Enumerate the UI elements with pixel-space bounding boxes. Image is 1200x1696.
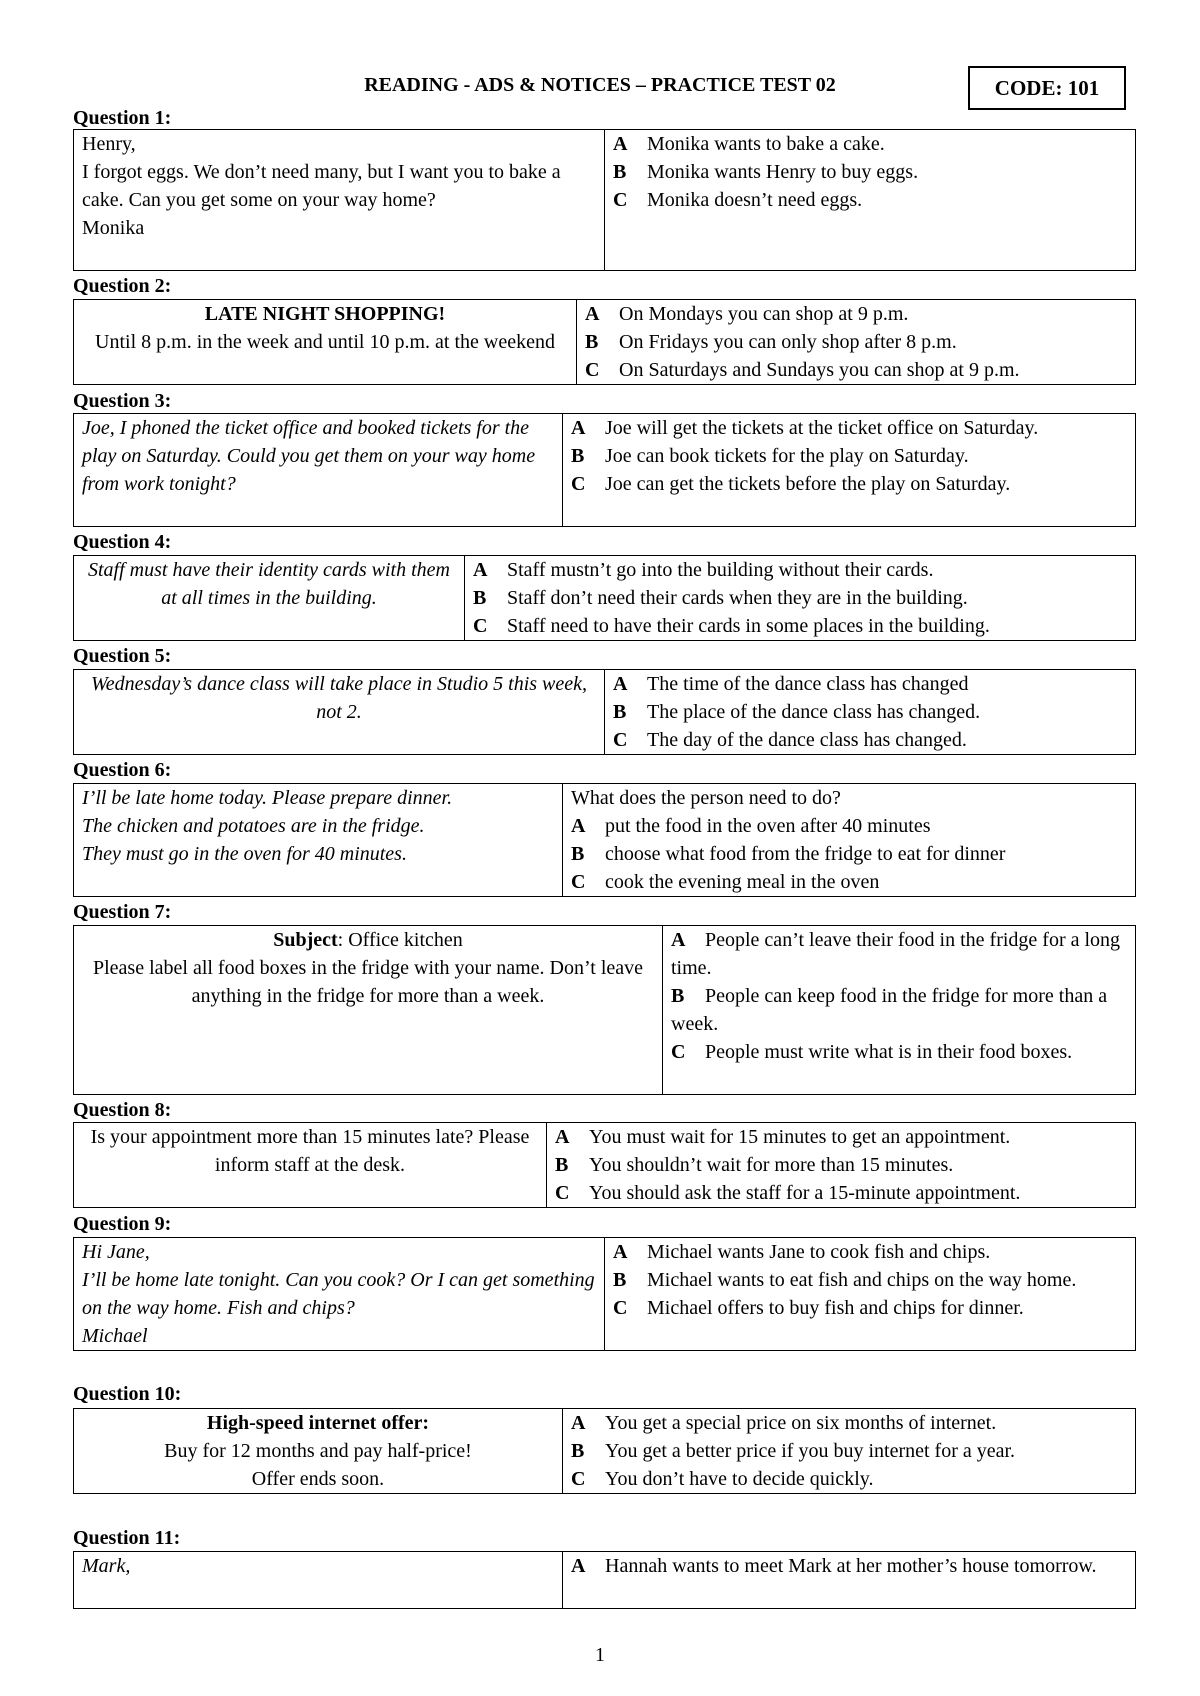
question-1-stimulus [74,130,605,271]
subject-line: Subject: Office kitchen [273,929,463,951]
question-6-label: Question 6: [73,759,172,781]
question-4-options [465,556,1136,641]
stimulus-line: Hi Jane, [82,1241,150,1263]
stimulus-line: I forgot eggs. We don’t need many, but I want you to bake a cake. Can you get some on your way home? [82,161,561,211]
question-8-label: Question 8: [73,1099,172,1121]
question-11-stimulus: Mark, [74,1552,563,1609]
stimulus-line: I’ll be late home today. Please prepare dinner. [82,787,453,809]
question-6-table [73,783,1136,897]
question-1-label: Question 1: [73,107,172,129]
stimulus-line: Monika [82,217,145,239]
option-c[interactable]: C On Saturdays and Sundays you can shop at 9 p.m. [585,359,1020,381]
option-a[interactable]: A Staff mustn’t go into the building without their cards. [473,559,934,581]
option-a[interactable]: A Michael wants Jane to cook fish and chips. [613,1241,991,1263]
option-a[interactable]: A You must wait for 15 minutes to get an appointment. [555,1126,1011,1148]
option-c[interactable]: C You should ask the staff for a 15-minute appointment. [555,1182,1021,1204]
question-1-table [73,129,1136,271]
notice-body: Please label all food boxes in the fridge with your name. Don’t leave anything in the fridge for more than a week. [92,957,644,1007]
question-2-table [73,299,1136,385]
question-5-options [605,670,1136,755]
stimulus-line: Michael [82,1325,148,1347]
question-2-options [577,300,1136,385]
question-9-stimulus [74,1238,605,1351]
question-5-stimulus: Wednesday’s dance class will take place in Studio 5 this week, not 2. [74,670,605,755]
stimulus-line: Henry, [82,133,136,155]
notice-heading: LATE NIGHT SHOPPING! [204,303,446,325]
offer-line: Buy for 12 months and pay half-price! [164,1440,472,1462]
option-a[interactable]: A On Mondays you can shop at 9 p.m. [585,303,909,325]
option-c[interactable]: C Monika doesn’t need eggs. [613,189,863,211]
question-1-options [605,130,1136,271]
notice-body: Until 8 p.m. in the week and until 10 p.m. at the weekend [95,331,555,353]
option-b[interactable]: B Monika wants Henry to buy eggs. [613,161,919,183]
offer-heading: High-speed internet offer: [206,1412,430,1434]
question-3-label: Question 3: [73,390,172,412]
question-11-label: Question 11: [73,1527,181,1549]
option-c[interactable]: C Staff need to have their cards in some places in the building. [473,615,990,637]
question-10-label: Question 10: [73,1383,182,1405]
question-2-stimulus [74,300,577,385]
question-8-stimulus: Is your appointment more than 15 minutes late? Please inform staff at the desk. [74,1123,547,1208]
question-9-options [605,1238,1136,1351]
question-4-stimulus: Staff must have their identity cards with them at all times in the building. [74,556,465,641]
option-b[interactable]: B Joe can book tickets for the play on Saturday. [571,445,969,467]
option-c[interactable]: C You don’t have to decide quickly. [571,1468,874,1490]
question-5-label: Question 5: [73,645,172,667]
option-c[interactable]: C People must write what is in their food boxes. [671,1041,1073,1063]
question-3-stimulus: Joe, I phoned the ticket office and booked tickets for the play on Saturday. Could you get them on your way home from work tonight? [74,414,563,527]
option-a[interactable]: A People can’t leave their food in the fridge for a long time. [671,929,1121,979]
question-4-label: Question 4: [73,531,172,553]
question-6-options [563,784,1136,897]
option-b[interactable]: B People can keep food in the fridge for more than a week. [671,985,1108,1035]
page-title: READING - ADS & NOTICES – PRACTICE TEST 02 [364,74,836,96]
option-b[interactable]: B The place of the dance class has changed. [613,701,981,723]
stimulus-line: They must go in the oven for 40 minutes. [82,843,407,865]
option-c[interactable]: C Michael offers to buy fish and chips for dinner. [613,1297,1024,1319]
question-7-table [73,925,1136,1095]
question-2-label: Question 2: [73,275,172,297]
question-10-table [73,1408,1136,1494]
question-4-table [73,555,1136,641]
option-a[interactable]: A Monika wants to bake a cake. [613,133,885,155]
question-8-table [73,1122,1136,1208]
question-7-stimulus [74,926,663,1095]
option-b[interactable]: B Michael wants to eat fish and chips on the way home. [613,1269,1077,1291]
option-a[interactable]: A The time of the dance class has changed [613,673,969,695]
stimulus-line: The chicken and potatoes are in the fridge. [82,815,425,837]
page-number: 1 [595,1644,605,1666]
option-a[interactable]: A Hannah wants to meet Mark at her mother’s house tomorrow. [571,1555,1097,1577]
option-b[interactable]: B You shouldn’t wait for more than 15 minutes. [555,1154,954,1176]
question-9-table [73,1237,1136,1351]
option-a[interactable]: A You get a special price on six months of internet. [571,1412,997,1434]
question-9-label: Question 9: [73,1213,172,1235]
question-11-options [563,1552,1136,1609]
offer-line: Offer ends soon. [251,1468,385,1490]
option-c[interactable]: C cook the evening meal in the oven [571,871,880,893]
option-c[interactable]: C Joe can get the tickets before the play on Saturday. [571,473,1011,495]
question-6-stimulus [74,784,563,897]
question-3-table [73,413,1136,527]
option-b[interactable]: B choose what food from the fridge to eat for dinner [571,843,1006,865]
option-a[interactable]: A put the food in the oven after 40 minutes [571,815,931,837]
question-7-label: Question 7: [73,901,172,923]
option-b[interactable]: B You get a better price if you buy internet for a year. [571,1440,1016,1462]
question-11-table [73,1551,1136,1609]
question-3-options [563,414,1136,527]
question-10-options [563,1409,1136,1494]
option-a[interactable]: A Joe will get the tickets at the ticket office on Saturday. [571,417,1039,439]
question-6-prompt: What does the person need to do? [571,787,841,809]
option-b[interactable]: B Staff don’t need their cards when they are in the building. [473,587,968,609]
code-box: CODE: 101 [968,66,1126,110]
question-8-options [547,1123,1136,1208]
question-5-table [73,669,1136,755]
stimulus-line: I’ll be home late tonight. Can you cook? Or I can get something on the way home. Fish and chips? [82,1269,595,1319]
question-10-stimulus [74,1409,563,1494]
option-c[interactable]: C The day of the dance class has changed. [613,729,967,751]
question-7-options [663,926,1136,1095]
option-b[interactable]: B On Fridays you can only shop after 8 p.m. [585,331,957,353]
